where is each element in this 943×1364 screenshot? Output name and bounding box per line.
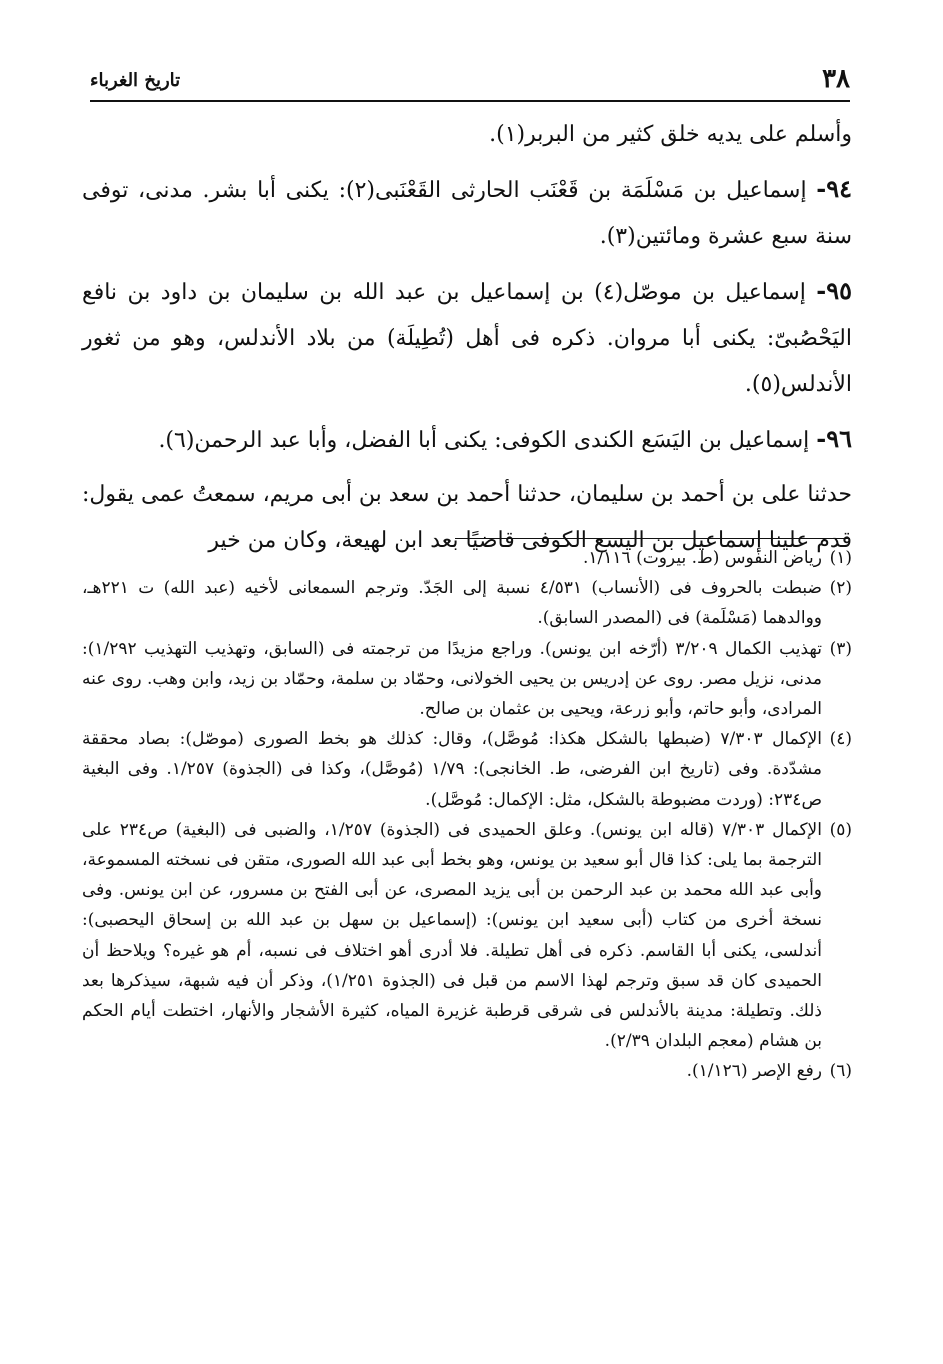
footnote-6 bbox=[82, 1056, 852, 1086]
footnote-text: تهذيب الكمال ٣/٢٠٩ (أرّخه ابن يونس). وراجع مزيدًا من ترجمته فى (السابق، وتهذيب التهذيب ١/٢٩٢): مدنى، نزيل مصر. روى عن إدريس بن يحيى الخولانى، وحمّاد بن سلمة، وحمّاد بن زيد، وابن وهب. روى عنه المرادى، وأبو حاتم، وأبو زرعة، ويحيى بن عثمان بن صالح. bbox=[82, 638, 822, 720]
entry-text: إسماعيل بن مَسْلَمَة بن قَعْنَب الحارثى القَعْنَبى(٢): يكنى أبا بشر. مدنى، توفى سنة سبع عشرة ومائتين(٣). bbox=[82, 178, 852, 249]
main-text bbox=[82, 112, 852, 572]
page-header bbox=[90, 62, 850, 102]
entry-number: ٩٦- bbox=[816, 424, 852, 453]
footnote-4 bbox=[82, 724, 852, 815]
footnote-separator bbox=[455, 538, 850, 539]
footnotes bbox=[82, 543, 852, 1087]
footnote-marker: (١) bbox=[829, 548, 852, 568]
entry-95 bbox=[82, 268, 852, 408]
paragraph-narration: حدثنا على بن أحمد بن سليمان، حدثنا أحمد بن سعد بن أبى مريم، سمعتُ عمى يقول: قدم علينا إسماعيل بن اليسع الكوفى قاضيًا بعد ابن لهيعة، وكان من خير bbox=[82, 482, 852, 553]
footnote-2 bbox=[82, 573, 852, 633]
footnote-marker: (٣) bbox=[829, 638, 852, 659]
page-number: ٣٨ bbox=[822, 64, 850, 94]
footnote-text: الإكمال ٧/٣٠٣ (ضبطها بالشكل هكذا: مُوصَّل)، وقال: كذلك هو بخط الصورى (موصّل): بصاد محققة مشدّدة. وفى (تاريخ ابن الفرضى، ط. الخانجى): ١/٧٩ (مُوصَّل)، وكذا فى (الجذوة) ١/٢٥٧. وفى البغية ص٢٣٤: (وردت مضبوطة بالشكل، مثل: الإكمال: مُوصَّل). bbox=[82, 729, 822, 810]
footnote-marker: (٦) bbox=[829, 1061, 852, 1082]
entry-94 bbox=[82, 166, 852, 260]
entry-96 bbox=[82, 416, 852, 464]
entry-text: إسماعيل بن موصّل(٤) بن إسماعيل بن عبد الله بن سليمان بن داود بن نافع اليَحْصُبىّ: يكنى أبا مروان. ذكره فى أهل (تُطِيلَة) من بلاد الأندلس، وهو من ثغور الأندلس(٥). bbox=[82, 280, 852, 397]
footnote-5 bbox=[82, 815, 852, 1057]
footnote-text: الإكمال ٧/٣٠٣ (قاله ابن يونس). وعلق الحميدى فى (الجذوة) ١/٢٥٧، والضبى فى (البغية) ص٢٣٤ على الترجمة بما يلى: كذا قال أبو سعيد بن يونس، وهو بخط أبى عبد الله الصورى، متقن فى نسخته المسموعة، وأبى عبد الله محمد بن عبد الرحمن بن أبى يزيد المصرى، عن أبى الفتح بن مسرور، عن ابن يونس. وفى نسخة أخرى من كتاب (أبى سعيد ابن يونس): (إسماعيل بن سهل بن عبد الله بن إسحاق اليحصبى): أندلسى، يكنى أبا القاسم. ذكره فى أهل تطيلة. فلا أدرى أهو اختلاف فى نسبه، أم هو غيره؟ ويلاحظ أن الحميدى كان قد سبق وترجم لهذا الاسم من قبل فى (الجذوة ١/٢٥١)، وذكر أن فيه شبهة، سيذكرها بعد ذلك. وتطيلة: مدينة بالأندلس فى شرقى قرطبة غزيرة المياه، كثيرة الأشجار والأنهار، اختطت أيام الحكم بن هشام (معجم البلدان ٢/٣٩). bbox=[82, 819, 822, 1052]
footnote-marker: (٥) bbox=[829, 819, 852, 840]
footnote-1 bbox=[82, 543, 852, 573]
running-title: تاريخ الغرباء bbox=[90, 70, 181, 91]
footnote-text: رفع الإصر (١/١٢٦). bbox=[686, 1061, 822, 1082]
footnote-text: رياض النفوس (ط. بيروت) ١/١١٦. bbox=[583, 548, 822, 568]
footnote-3 bbox=[82, 634, 852, 725]
footnote-text: ضبطت بالحروف فى (الأنساب) ٤/٥٣١ نسبة إلى الجَدّ. وترجم السمعانى لأخيه (عبد الله) ت ٢٢١هـ، ووالدهما (مَسْلَمة) فى (المصدر السابق). bbox=[82, 578, 822, 629]
entry-text: إسماعيل بن اليَسَع الكندى الكوفى: يكنى أبا الفضل، وأبا عبد الرحمن(٦). bbox=[158, 428, 817, 453]
entry-number: ٩٥- bbox=[816, 276, 852, 305]
entry-number: ٩٤- bbox=[816, 174, 853, 203]
footnote-marker: (٤) bbox=[829, 729, 852, 750]
paragraph-continuation: وأسلم على يديه خلق كثير من البربر(١). bbox=[489, 122, 852, 147]
footnote-marker: (٢) bbox=[829, 578, 852, 599]
